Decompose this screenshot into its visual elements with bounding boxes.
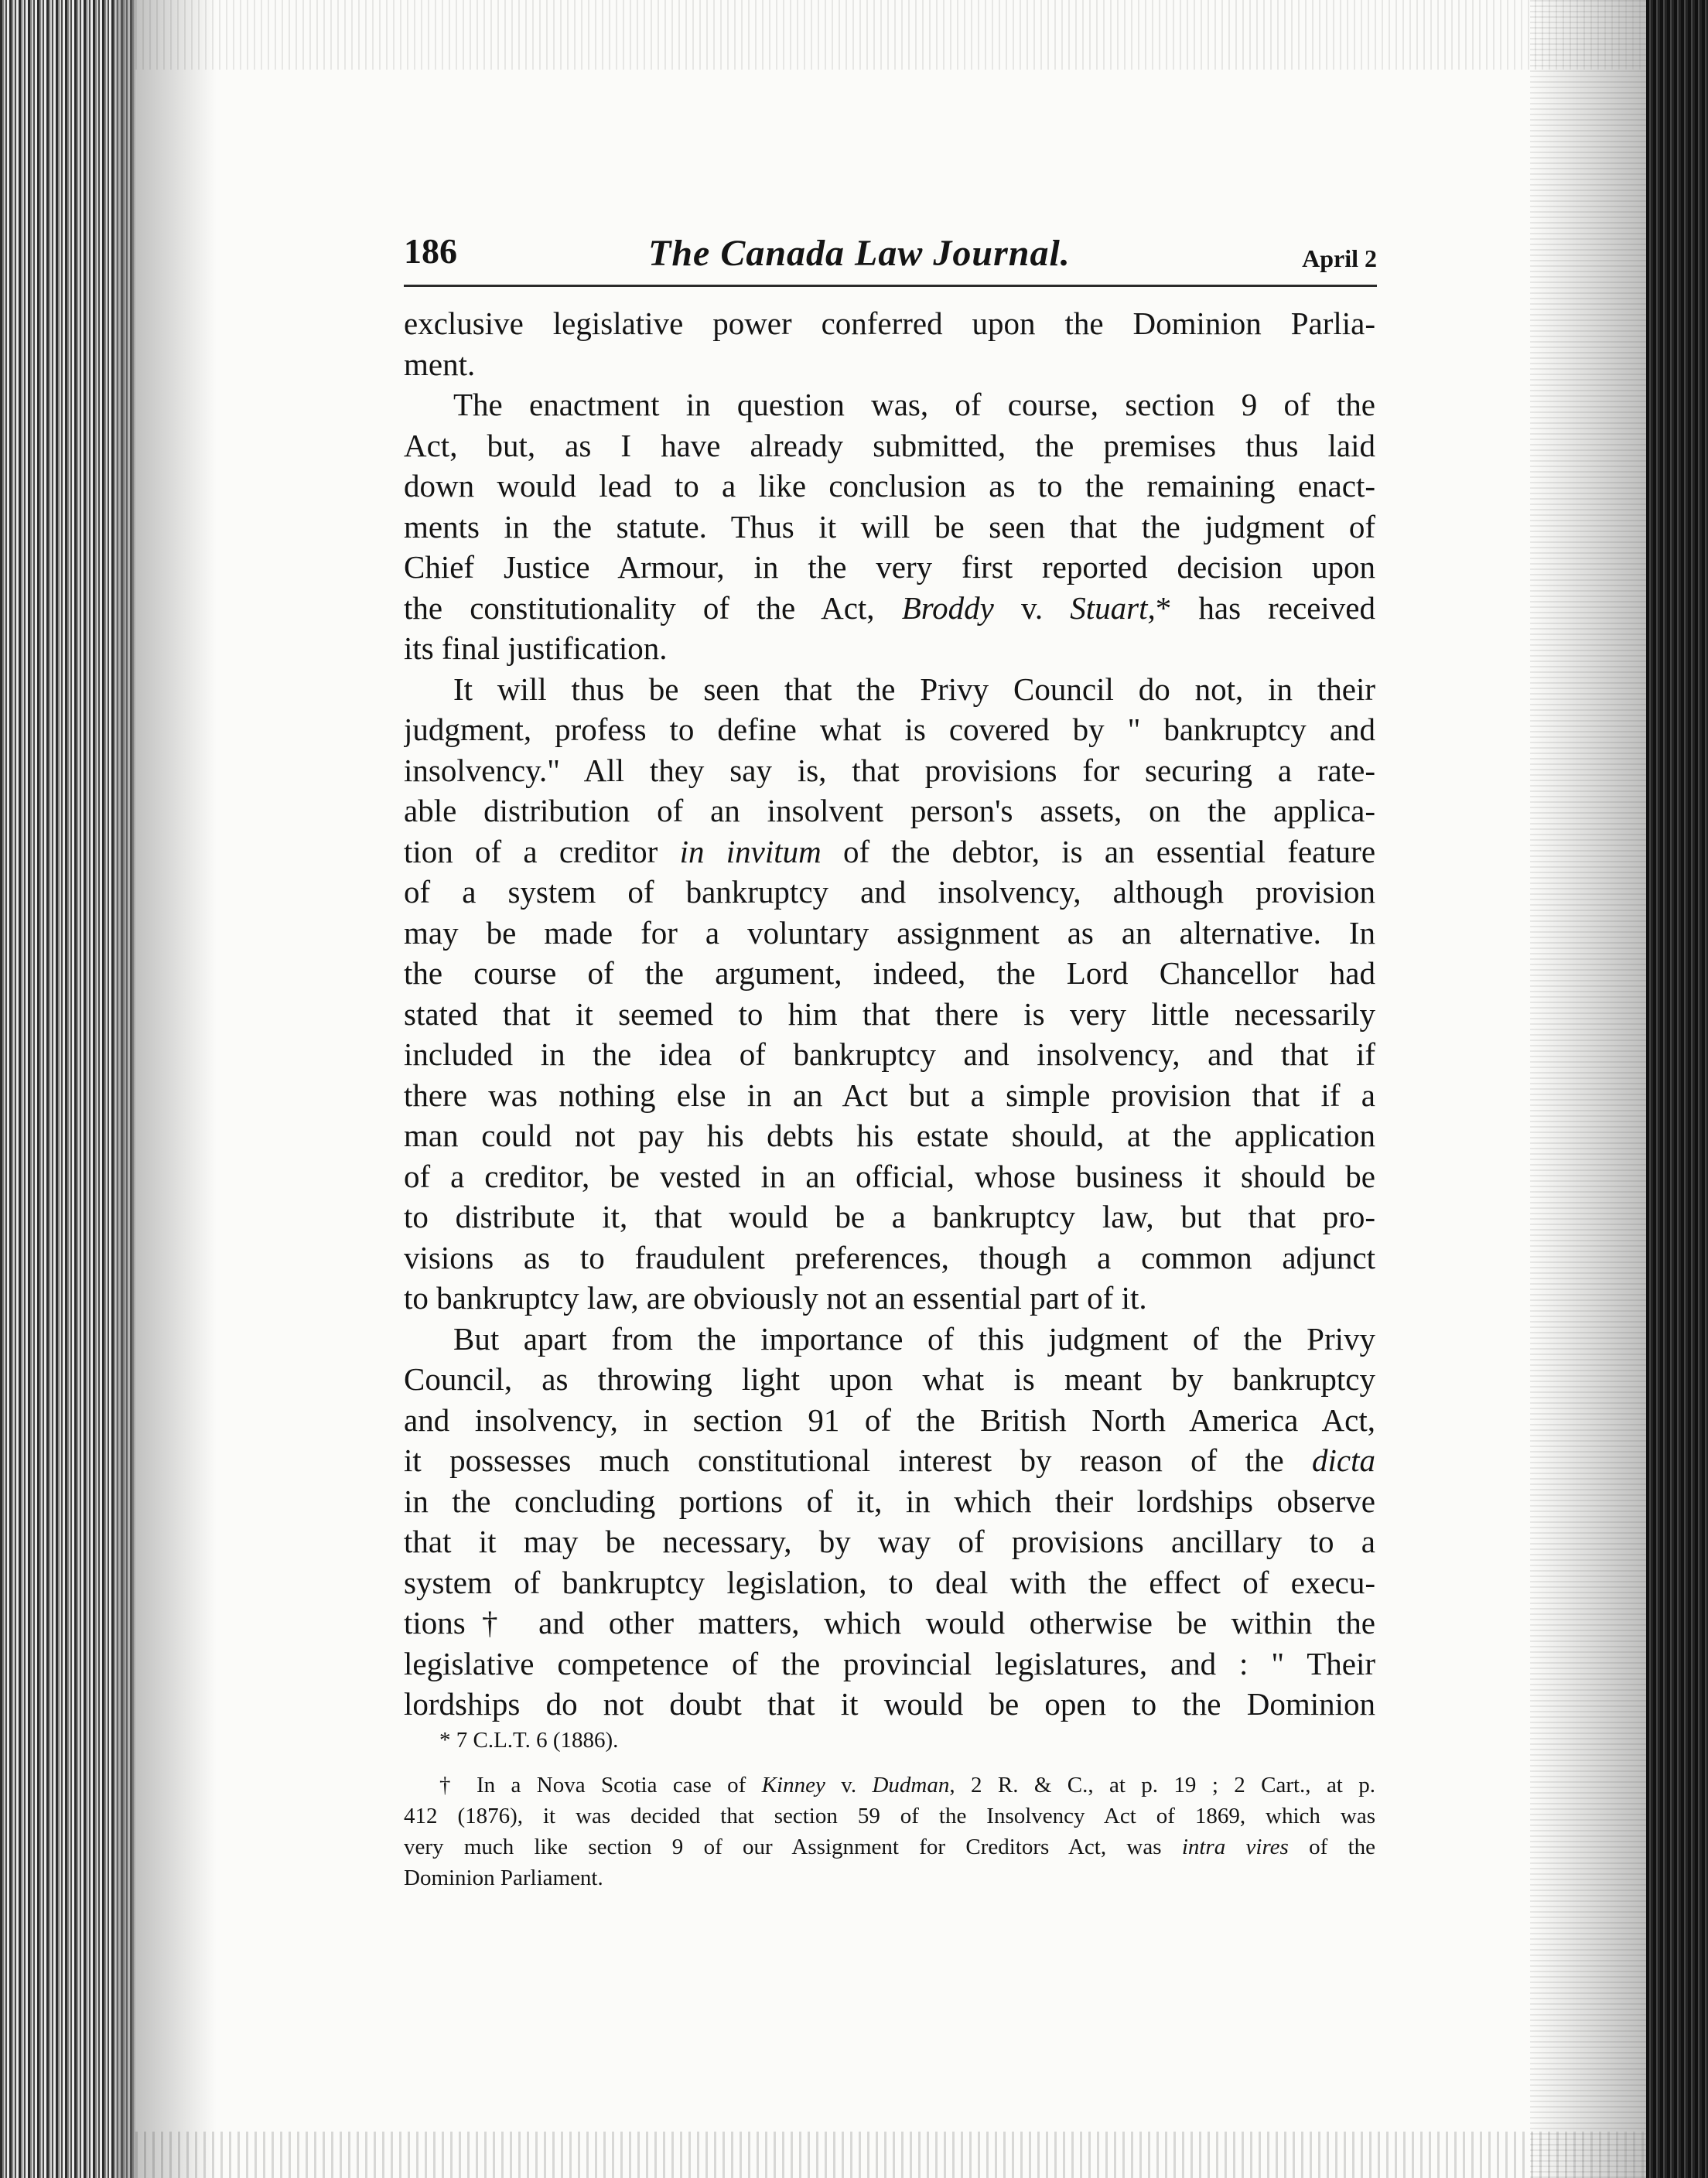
body-line: The enactment in question was, of course, section 9 of the (453, 387, 1375, 422)
body-line: down would lead to a like conclusion as to the remaining enact- (404, 468, 1375, 504)
body-line: included in the idea of bankruptcy and insolvency, and that if (404, 1036, 1375, 1072)
body-line: stated that it seemed to him that there is very little necessarily (404, 995, 1375, 1032)
body-line: visions as to fraudulent preferences, though a common adjunct (404, 1239, 1375, 1275)
latin-phrase: dicta (1312, 1442, 1375, 1478)
body-line: in the concluding portions of it, in which their lordships observe (404, 1483, 1375, 1519)
body-line: to distribute it, that would be a bankruptcy law, but that pro- (404, 1199, 1375, 1234)
footnote-2-line (404, 1832, 1375, 1862)
case-versus: v. (993, 589, 1071, 626)
case-name: Kinney (761, 1773, 825, 1797)
body-line: exclusive legislative power conferred upon the Dominion Parlia- (404, 306, 1375, 341)
footnote-text: , 2 R. & C., at p. 19 ; 2 Cart., at p. (949, 1773, 1375, 1797)
footnote-text: † In a Nova Scotia case of (439, 1773, 762, 1797)
case-name: Stuart, (1070, 589, 1156, 626)
body-line: legislative competence of the provincial legislatures, and : " Their (404, 1645, 1375, 1681)
body-line: there was nothing else in an Act but a simple provision that if a (404, 1077, 1375, 1113)
body-line: It will thus be seen that the Privy Council do not, in their (453, 671, 1375, 707)
case-versus: v. (825, 1773, 873, 1797)
issue-date: April 2 (1302, 244, 1377, 272)
body-line: of a creditor, be vested in an official, whose business it should be (404, 1158, 1375, 1194)
footnote-2-line (404, 1770, 1375, 1801)
page-number: 186 (404, 231, 457, 271)
case-name: Broddy (901, 589, 994, 626)
body-line: Chief Justice Armour, in the very first reported decision upon (404, 549, 1375, 585)
body-line: ments in the statute. Thus it will be seen that the judgment of (404, 508, 1375, 544)
body-line (404, 588, 1375, 629)
page-edge-right (1646, 0, 1708, 2178)
page-edge-bottom (135, 2132, 1652, 2178)
body-line: Act, but, as I have already submitted, the premises thus laid (404, 427, 1375, 463)
journal-title: The Canada Law Journal. (648, 233, 1071, 274)
body-line: lordships do not doubt that it would be open to the Dominion (404, 1686, 1375, 1722)
body-line: its final justification. (404, 630, 668, 666)
latin-phrase: intra vires (1181, 1835, 1289, 1859)
page-gutter-right (1530, 0, 1646, 2178)
body-line: able distribution of an insolvent person's assets, on the applica- (404, 793, 1375, 828)
footnote-text: of the (1288, 1835, 1375, 1859)
body-line: the course of the argument, indeed, the Lord Chancellor had (404, 955, 1375, 991)
body-line (404, 831, 1375, 872)
header-rule (404, 285, 1377, 287)
page-edge-top (135, 0, 1652, 70)
latin-phrase: in invitum (679, 833, 822, 869)
body-line: judgment, profess to define what is covered by " bankruptcy and (404, 712, 1375, 747)
footnote-2-line: Dominion Parliament. (404, 1866, 603, 1890)
body-line-text: it possesses much constitutional interest by reason of the (404, 1442, 1313, 1478)
page-edge-left (0, 0, 135, 2178)
body-line: ment. (404, 346, 476, 382)
body-line: man could not pay his debts his estate should, at the application (404, 1118, 1375, 1153)
footnote-1: * 7 C.L.T. 6 (1886). (439, 1728, 619, 1753)
footnotes (404, 1725, 1375, 1893)
article-body (404, 303, 1375, 1725)
body-line: and insolvency, in section 91 of the British North America Act, (404, 1401, 1375, 1438)
body-line: Council, as throwing light upon what is meant by bankruptcy (404, 1361, 1375, 1397)
case-name: Dudman (872, 1773, 950, 1797)
footnote-2-line: 412 (1876), it was decided that section 59 of the Insolvency Act of 1869, which was (404, 1804, 1375, 1828)
body-line: that it may be necessary, by way of provisions ancillary to a (404, 1524, 1375, 1559)
body-line: may be made for a voluntary assignment as an alternative. In (404, 914, 1375, 951)
body-line: insolvency." All they say is, that provisions for securing a rate- (404, 752, 1375, 788)
body-line: system of bankruptcy legislation, to deal with the effect of execu- (404, 1564, 1375, 1600)
footnote-text: very much like section 9 of our Assignment for Creditors Act, was (404, 1835, 1182, 1859)
body-line-text: * has received (1155, 589, 1375, 626)
body-line-text: the constitutionality of the Act, (404, 589, 902, 626)
body-line-text: tion of a creditor (404, 833, 680, 869)
body-line-text: of the debtor, is an essential feature (821, 833, 1375, 869)
body-line: tions† and other matters, which would otherwise be within the (404, 1605, 1375, 1640)
running-head (404, 230, 1377, 285)
body-line: of a system of bankruptcy and insolvency, although provision (404, 874, 1375, 910)
body-line: But apart from the importance of this judgment of the Privy (453, 1320, 1375, 1357)
body-line (404, 1440, 1375, 1481)
page-edge-shadow (116, 0, 217, 2178)
body-line: to bankruptcy law, are obviously not an essential part of it. (404, 1280, 1147, 1316)
